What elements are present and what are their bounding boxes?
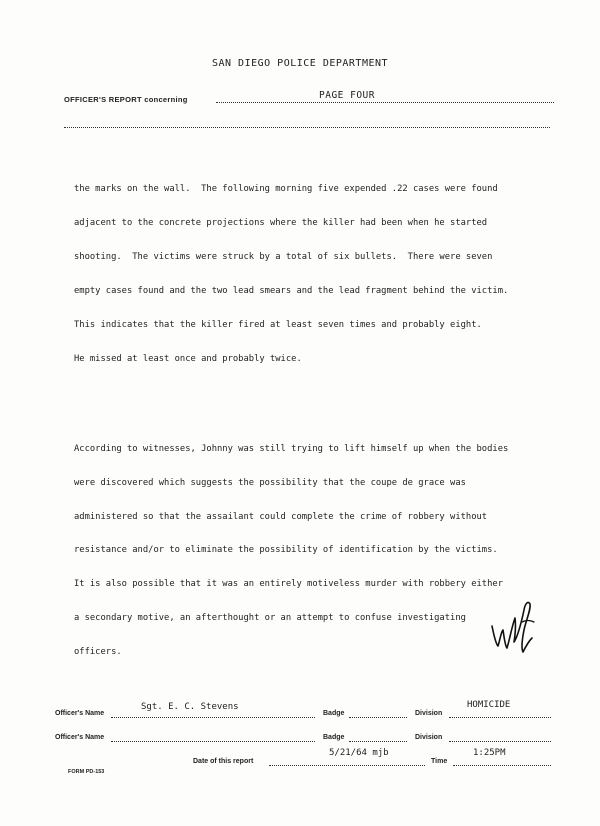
division-value: HOMICIDE xyxy=(467,700,511,710)
text-line: resistance and/or to eliminate the possibility of identification by the victims. xyxy=(74,545,498,556)
text-line: It is also possible that it was an entirely motiveless murder with robbery either xyxy=(74,579,503,590)
text-line: administered so that the assailant could complete the crime of robbery without xyxy=(74,511,488,522)
officer-row-1 xyxy=(55,700,555,720)
officer-name-dotted-line xyxy=(111,717,315,718)
division-dotted-line xyxy=(449,717,551,718)
text-line: shooting. The victims were struck by a total of six bullets. There were seven xyxy=(74,251,493,262)
text-line: were discovered which suggests the possibility that the coupe de grace was xyxy=(74,477,466,488)
report-subject: PAGE FOUR xyxy=(319,90,375,101)
time-label: Time xyxy=(431,758,448,765)
division-dotted-line xyxy=(449,741,551,742)
report-concerning-label: OFFICER'S REPORT concerning xyxy=(64,95,188,104)
badge-dotted-line xyxy=(349,741,407,742)
text-line: a secondary motive, an afterthought or an attempt to confuse investigating xyxy=(74,613,466,624)
handwritten-initials-signature xyxy=(488,596,538,656)
date-dotted-line xyxy=(269,765,425,766)
report-concerning-row xyxy=(64,90,554,107)
badge-label: Badge xyxy=(323,710,345,717)
time-value: 1:25PM xyxy=(473,748,506,758)
header-dotted-line xyxy=(64,127,550,128)
division-label: Division xyxy=(415,734,443,741)
badge-label: Badge xyxy=(323,734,345,741)
text-line: the marks on the wall. The following morning five expended .22 cases were found xyxy=(74,184,498,195)
form-number: FORM PD-153 xyxy=(68,769,105,775)
text-line: empty cases found and the two lead smears and the lead fragment behind the victim. xyxy=(74,285,509,296)
division-label: Division xyxy=(415,710,443,717)
badge-dotted-line xyxy=(349,717,407,718)
date-value: 5/21/64 mjb xyxy=(329,748,389,758)
date-time-row xyxy=(55,748,555,768)
department-heading: SAN DIEGO POLICE DEPARTMENT xyxy=(211,58,389,69)
text-line: This indicates that the killer fired at least seven times and probably eight. xyxy=(74,319,482,330)
officer-name-label: Officer's Name xyxy=(55,710,105,717)
text-line: According to witnesses, Johnny was still trying to lift himself up when the bodies xyxy=(74,443,509,454)
officer-name-value: Sgt. E. C. Stevens xyxy=(141,702,239,712)
text-line: adjacent to the concrete projections where the killer had been when he started xyxy=(74,218,488,229)
time-dotted-line xyxy=(453,765,551,766)
text-line: officers. xyxy=(74,647,122,658)
date-label: Date of this report xyxy=(193,758,254,765)
text-line: He missed at least once and probably twice. xyxy=(74,353,302,364)
paragraph-1 xyxy=(74,162,574,388)
report-concerning-dotted-line xyxy=(216,102,554,103)
officer-name-dotted-line xyxy=(111,741,315,742)
officer-name-label: Officer's Name xyxy=(55,734,105,741)
officer-row-2 xyxy=(55,728,555,744)
